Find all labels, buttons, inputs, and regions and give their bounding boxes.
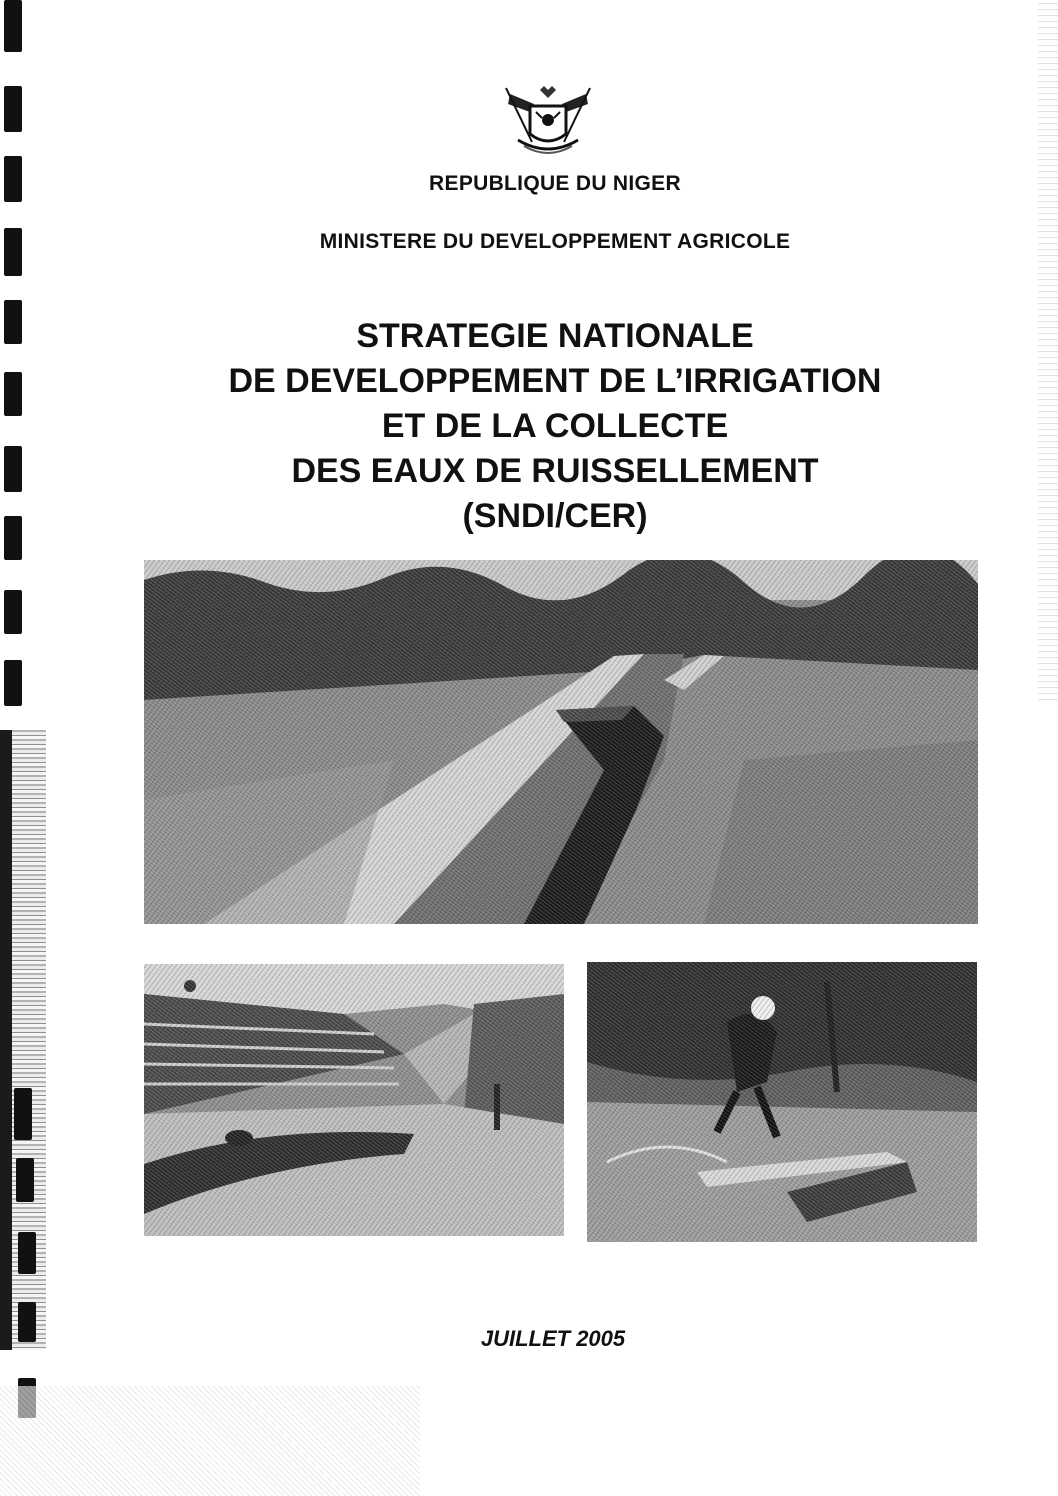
binding-hole: [14, 1088, 32, 1140]
page-shadow: [0, 730, 12, 1350]
binding-hole: [4, 372, 22, 416]
irrigation-canal-photo: [144, 560, 978, 924]
worker-at-water-point-photo: [587, 962, 977, 1242]
scan-noise: [0, 1386, 420, 1496]
title-line: ET DE LA COLLECTE: [381, 407, 729, 445]
binding-hole: [4, 156, 22, 202]
ministry-name: MINISTERE DU DEVELOPPEMENT AGRICOLE: [319, 230, 791, 253]
scan-noise: [1038, 0, 1058, 700]
country-name: REPUBLIQUE DU NIGER: [429, 172, 681, 195]
title-line: DE DEVELOPPEMENT DE L’IRRIGATION: [228, 362, 882, 400]
binding-hole: [4, 516, 22, 560]
binding-hole: [4, 590, 22, 634]
halftone-texture: [144, 964, 564, 1236]
binding-hole: [4, 86, 22, 132]
binding-hole: [18, 1232, 36, 1274]
niger-coat-of-arms-icon: [496, 84, 600, 162]
document-title: [160, 314, 950, 539]
binding-hole: [16, 1158, 34, 1202]
halftone-texture: [144, 560, 978, 924]
binding-hole: [4, 300, 22, 344]
terraced-construction-site-photo: [144, 964, 564, 1236]
halftone-texture: [587, 962, 977, 1242]
title-line: STRATEGIE NATIONALE: [356, 317, 754, 355]
title-line: DES EAUX DE RUISSELLEMENT: [291, 452, 819, 490]
binding-hole: [4, 660, 22, 706]
binding-hole: [18, 1302, 36, 1342]
publication-date: JUILLET 2005: [480, 1326, 626, 1351]
title-acronym: (SNDI/CER): [462, 497, 648, 535]
binding-hole: [4, 228, 22, 276]
spiral-binding: [0, 0, 48, 1496]
binding-hole: [4, 0, 22, 52]
binding-hole: [4, 446, 22, 492]
